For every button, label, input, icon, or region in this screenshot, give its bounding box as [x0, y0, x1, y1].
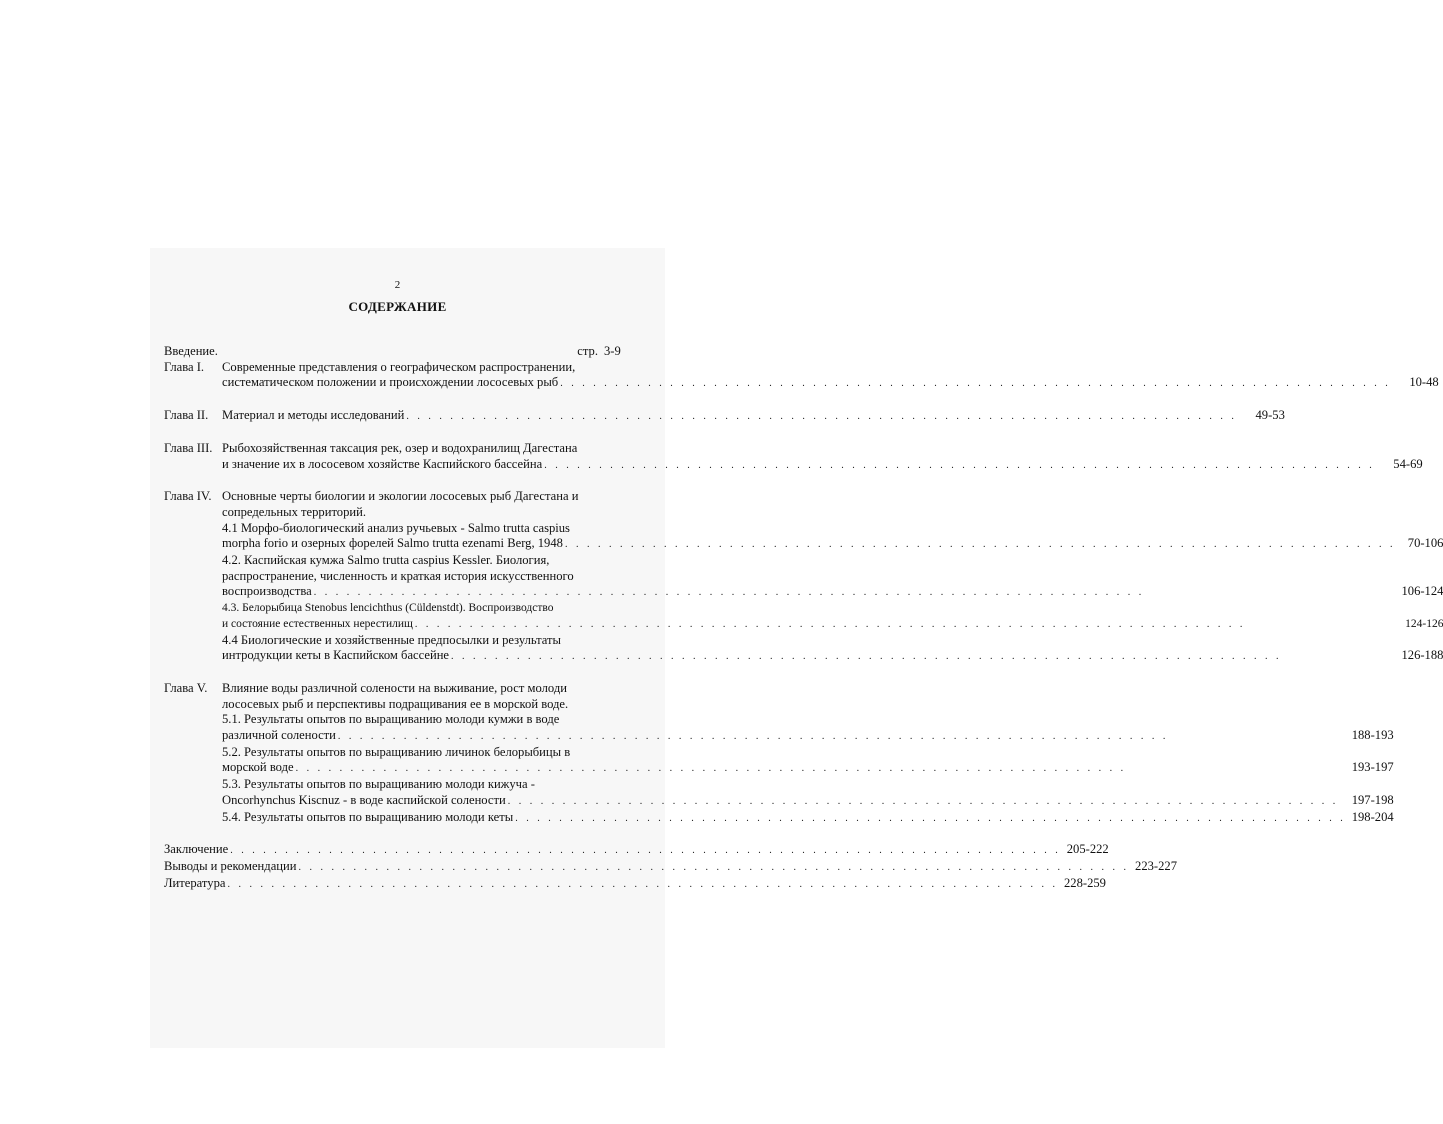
- leader-dots: [565, 537, 1396, 553]
- toc-text: Влияние воды различной солености на выживание, рост молоди: [222, 680, 567, 695]
- toc-text: различной солености: [222, 728, 336, 743]
- toc-text: Основные черты биологии и экологии лососевых рыб Дагестана и: [222, 489, 579, 504]
- toc-text: морской воде: [222, 760, 294, 775]
- toc-section-4-1[interactable]: [222, 521, 1443, 553]
- toc-label: Выводы и рекомендации: [164, 858, 297, 873]
- leader-dots: [560, 376, 1391, 392]
- leader-dots: [544, 458, 1375, 474]
- leader-dots: [451, 649, 1395, 665]
- toc-label: Глава V.: [164, 680, 208, 695]
- toc-label: Глава I.: [164, 359, 205, 374]
- toc-label: Введение.: [164, 344, 218, 358]
- leader-dots: [415, 617, 1396, 633]
- toc-pages: 10-48: [1409, 375, 1439, 390]
- toc-pages: 188-193: [1351, 728, 1394, 743]
- toc-pages: 106-124: [1401, 584, 1443, 599]
- leader-dots: [299, 860, 1130, 876]
- toc-text: Материал и методы исследований: [222, 408, 405, 423]
- toc-section-5-1[interactable]: [222, 712, 1394, 744]
- toc-text: Современные представления о географическом распространении,: [222, 359, 576, 374]
- toc-text: распространение, численность и краткая история искусственного: [222, 568, 574, 583]
- toc-text: 4.3. Белорыбица Stenobus lencichthus (Cüldenstdt). Воспроизводство: [222, 602, 554, 615]
- leader-dots: [230, 843, 1061, 859]
- toc-entry-chapter-5[interactable]: [164, 680, 1394, 826]
- toc-pages: 49-53: [1255, 408, 1285, 423]
- leader-dots: [406, 409, 1237, 425]
- toc-label: Литература: [164, 875, 226, 890]
- toc-pages: 223-227: [1135, 858, 1177, 873]
- toc-pages: 70-106: [1407, 536, 1443, 551]
- toc-section-5-2[interactable]: [222, 745, 1394, 777]
- toc-text: 4.4 Биологические и хозяйственные предпосылки и результаты: [222, 632, 562, 647]
- toc-pages: 3-9: [604, 344, 621, 358]
- toc-pages: 198-204: [1351, 809, 1394, 824]
- toc-text: 4.1 Морфо-биологический анализ ручьевых - Salmo trutta caspius: [222, 520, 570, 535]
- toc-pages: 197-198: [1351, 792, 1394, 807]
- toc-text: и состояние естественных нерестилищ: [222, 617, 413, 630]
- toc-pages: 54-69: [1393, 456, 1423, 471]
- page-number: 2: [394, 279, 401, 291]
- toc-text: систематическом положении и происхождении лососевых рыб: [222, 375, 559, 390]
- toc-text: и значение их в лососевом хозяйстве Каспийского бассейна: [222, 456, 543, 471]
- toc-section-4-2[interactable]: [222, 553, 1443, 601]
- toc-entry-recommendations[interactable]: [164, 858, 1177, 876]
- toc-label: Глава IV.: [164, 489, 212, 504]
- toc-text: Oncorhynchus Kiscnuz - в воде каспийской солености: [222, 792, 506, 807]
- leader-dots: [296, 761, 1346, 777]
- toc-pages: 126-188: [1401, 648, 1443, 663]
- toc-entry-chapter-1[interactable]: [164, 359, 1439, 392]
- toc-entry-conclusion[interactable]: [164, 842, 1109, 859]
- leader-dots: [314, 585, 1396, 601]
- toc-section-5-4[interactable]: [222, 810, 1394, 827]
- toc-pages: 193-197: [1351, 760, 1394, 775]
- toc-text: morpha forio и озерных форелей Salmo trutta ezenami Berg, 1948: [222, 536, 563, 551]
- toc-section-5-3[interactable]: [222, 777, 1394, 809]
- toc-text: интродукции кеты в Каспийском бассейне: [222, 648, 450, 663]
- toc-text: Рыбохозяйственная таксация рек, озер и водохранилищ Дагестана: [222, 440, 578, 455]
- toc-pages: 228-259: [1063, 875, 1106, 890]
- toc-entry-intro[interactable]: [164, 344, 644, 360]
- toc-text: 4.2. Каспийская кумжа Salmo trutta caspius Kessler. Биология,: [222, 553, 550, 568]
- leader-dots: [508, 794, 1346, 810]
- pages-prefix: стр.: [577, 344, 598, 358]
- leader-dots: [515, 811, 1346, 827]
- toc-entry-chapter-4[interactable]: [164, 489, 1443, 665]
- toc-entry-chapter-2[interactable]: [164, 408, 1285, 425]
- toc-text: воспроизводства: [222, 584, 312, 599]
- toc-text: сопредельных территорий.: [222, 504, 367, 519]
- toc-label: Глава III.: [164, 440, 213, 455]
- toc-label: Заключение: [164, 842, 229, 857]
- page-title: СОДЕРЖАНИЕ: [348, 299, 447, 314]
- toc-text: 5.4. Результаты опытов по выращиванию молоди кеты: [222, 809, 514, 824]
- toc-text: 5.1. Результаты опытов по выращиванию молоди кумжи в воде: [222, 712, 560, 727]
- toc-text: 5.2. Результаты опытов по выращиванию личинок белорыбицы в: [222, 744, 571, 759]
- toc-label: Глава II.: [164, 408, 209, 423]
- toc-pages: 124-126: [1405, 617, 1443, 630]
- toc-entry-chapter-3[interactable]: [164, 440, 1423, 473]
- toc-section-4-4[interactable]: [222, 633, 1443, 665]
- leader-dots: [338, 729, 1346, 745]
- toc-text: 5.3. Результаты опытов по выращиванию молоди кижуча -: [222, 777, 535, 792]
- toc-entry-literature[interactable]: [164, 875, 1106, 893]
- toc-pages: 205-222: [1066, 842, 1109, 857]
- table-of-contents: [164, 344, 1443, 892]
- toc-section-4-3[interactable]: [222, 601, 1443, 632]
- toc-text: лососевых рыб и перспективы подращивания ее в морской воде.: [222, 696, 569, 711]
- leader-dots: [227, 877, 1058, 893]
